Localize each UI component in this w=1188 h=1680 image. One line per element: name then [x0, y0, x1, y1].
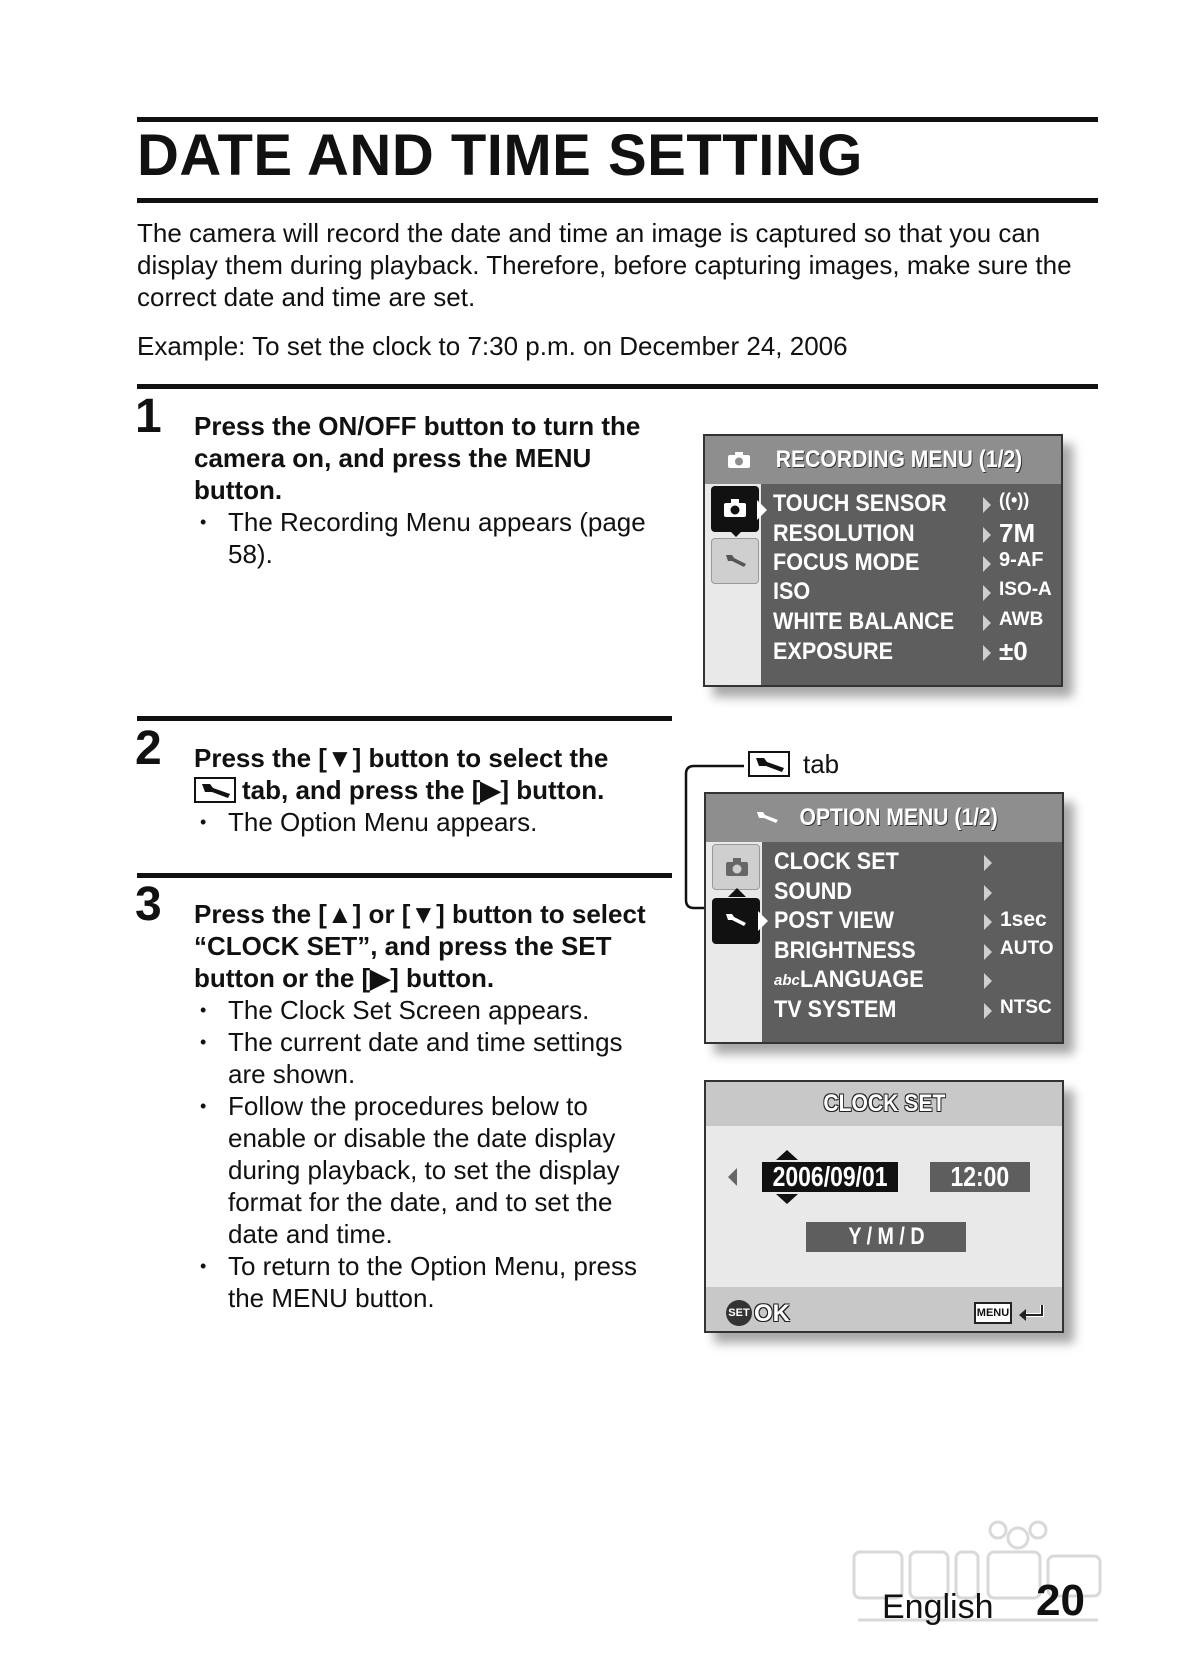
callout-tab-label: tab [803, 749, 840, 779]
ok-label: OK [754, 1300, 790, 1327]
recording-menu-title: RECORDING MENU (1/2) [775, 446, 1023, 473]
menu-item-post-view[interactable]: POST VIEW [774, 907, 895, 934]
chevron-right-icon [984, 885, 992, 901]
menu-item-clock-set[interactable]: CLOCK SET [774, 848, 899, 875]
chevron-right-icon [983, 615, 991, 631]
recording-menu-title-bar [705, 436, 1061, 484]
menu-item-focus-mode[interactable]: FOCUS MODE [773, 549, 920, 576]
footer-language: English [882, 1588, 994, 1626]
up-arrow-icon [776, 1150, 798, 1160]
wrench-icon [756, 809, 780, 827]
time-field[interactable] [930, 1162, 1030, 1192]
chevron-right-icon [984, 914, 992, 930]
menu-item-sound[interactable]: SOUND [774, 878, 853, 905]
language-icon: abc [774, 972, 800, 989]
recording-menu-panel [761, 484, 1061, 685]
resolution-value: 7M [999, 518, 1036, 548]
option-menu-screen [704, 792, 1064, 1044]
tab-recording[interactable] [712, 844, 760, 890]
chevron-right-icon [984, 973, 992, 989]
example-text: Example: To set the clock to 7:30 p.m. on December 24, 2006 [137, 331, 848, 361]
chevron-right-icon [984, 1003, 992, 1019]
option-menu-title-bar [706, 794, 1062, 842]
step-1-bullets [198, 506, 658, 570]
step-2-heading-pre: Press the [▼] button to select the [194, 743, 609, 773]
step-2-heading-post: tab, and press the [▶] button. [242, 775, 605, 805]
step1-rule [137, 384, 1098, 389]
date-field[interactable] [762, 1162, 898, 1192]
date-format-field[interactable] [806, 1222, 966, 1252]
wrench-icon [724, 910, 748, 930]
menu-item-language[interactable]: abcLANGUAGE [774, 966, 924, 993]
step-3-bullet: • The current date and time settings are shown. [198, 1026, 658, 1090]
step-2-bullet: • The Option Menu appears. [198, 806, 658, 838]
intro-paragraph: The camera will record the date and time an image is captured so that you can display them during playback. Therefore, before capturing images, make sure the correct date and time are set. [137, 218, 1072, 312]
down-arrow-icon [727, 528, 745, 537]
menu-item-white-balance[interactable]: WHITE BALANCE [773, 608, 955, 635]
camera-icon [725, 857, 749, 877]
step-1-heading: Press the ON/OFF button to turn the camera on, and press the MENU button. [194, 411, 641, 505]
date-format-value: Y / M / D [847, 1223, 925, 1250]
touch-sensor-value: ((•)) [999, 490, 1030, 510]
step-3-heading: Press the [▲] or [▼] button to select “CLOCK SET”, and press the SET button or the [▶] button. [194, 899, 646, 993]
step3-rule [137, 873, 672, 878]
menu-button-icon: MENU [974, 1302, 1012, 1324]
menu-item-exposure[interactable]: EXPOSURE [773, 638, 894, 665]
chevron-right-icon [983, 556, 991, 572]
chevron-right-icon [983, 645, 991, 661]
step-3-bullet: • To return to the Option Menu, press the MENU button. [198, 1250, 658, 1314]
option-menu-title: OPTION MENU (1/2) [799, 804, 999, 831]
brightness-value: AUTO [1000, 938, 1054, 959]
return-arrow-icon [1016, 1302, 1046, 1324]
tab-selected-pointer-icon [758, 911, 768, 931]
step-3-bullet: • The Clock Set Screen appears. [198, 994, 658, 1026]
menu-item-iso[interactable]: ISO [773, 578, 811, 605]
down-arrow-icon [776, 1194, 798, 1204]
menu-item-brightness[interactable]: BRIGHTNESS [774, 937, 916, 964]
clock-set-title: CLOCK SET [822, 1090, 946, 1117]
camera-icon [723, 498, 747, 518]
date-value: 2006/09/01 [772, 1161, 888, 1192]
step-2-heading [194, 742, 674, 806]
tab-recording[interactable] [711, 486, 759, 532]
menu-item-tv-system[interactable]: TV SYSTEM [774, 996, 897, 1023]
wrench-tab-icon [194, 777, 236, 803]
recording-menu-screen [703, 434, 1063, 687]
iso-value: ISO-A [999, 579, 1052, 600]
step-1-bullet: • The Recording Menu appears (page 58). [198, 506, 658, 570]
step-3-number: 3 [135, 878, 162, 931]
clock-set-screen [704, 1080, 1064, 1333]
menu-item-resolution[interactable]: RESOLUTION [773, 520, 915, 547]
chevron-right-icon [984, 855, 992, 871]
step-1-number: 1 [135, 390, 162, 443]
chevron-right-icon [983, 527, 991, 543]
page-title: DATE AND TIME SETTING [137, 123, 863, 188]
step-2-number: 2 [135, 722, 162, 775]
option-menu-panel [762, 842, 1062, 1042]
focus-mode-value: 9-AF [999, 549, 1044, 571]
left-arrow-icon [728, 1168, 737, 1186]
step-2-bullets [198, 806, 658, 838]
step-3-bullet: • Follow the procedures below to enable or disable the date display during playback, to set the display format for the date, and to set the date and time. [198, 1090, 658, 1250]
chevron-right-icon [983, 585, 991, 601]
menu-item-touch-sensor[interactable]: TOUCH SENSOR [773, 490, 947, 517]
up-arrow-icon [728, 888, 746, 897]
camera-icon [727, 451, 751, 469]
time-value: 12:00 [950, 1161, 1010, 1192]
chevron-right-icon [983, 497, 991, 513]
step-3-bullets [198, 994, 658, 1314]
tab-option[interactable] [711, 538, 759, 584]
step2-rule [137, 716, 672, 721]
white-balance-value: AWB [999, 609, 1044, 630]
exposure-value: ±0 [999, 636, 1028, 666]
clock-set-title-bar [706, 1082, 1062, 1126]
page-number: 20 [1036, 1576, 1085, 1625]
chevron-right-icon [984, 944, 992, 960]
tab-option[interactable] [712, 898, 760, 944]
post-view-value: 1sec [1000, 908, 1047, 931]
wrench-icon [724, 551, 748, 571]
tv-system-value: NTSC [1000, 997, 1052, 1018]
set-button-icon: SET [726, 1300, 752, 1326]
tab-selected-pointer-icon [757, 500, 767, 520]
title-underline [137, 198, 1098, 203]
